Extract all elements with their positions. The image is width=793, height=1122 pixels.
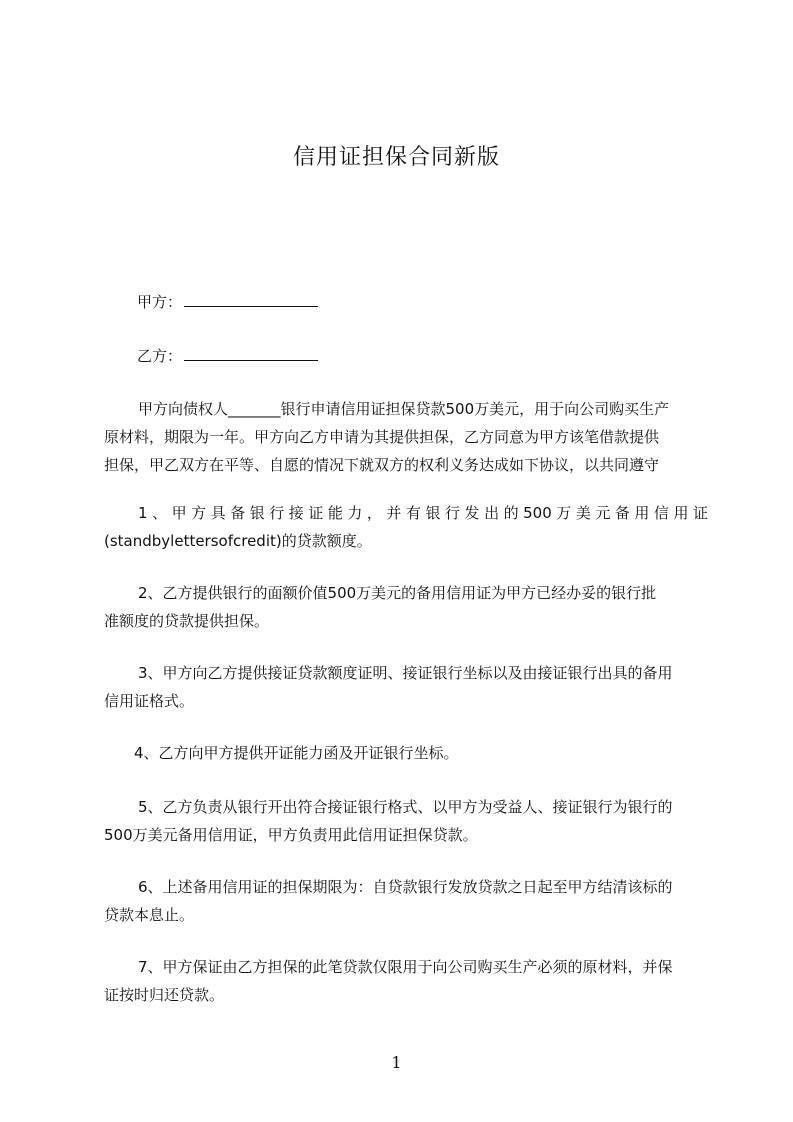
clause-line: 6、上述备用信用证的担保期限为：自贷款银行发放贷款之日起至甲方结清该标的 — [138, 878, 673, 896]
party-b-blank — [184, 346, 318, 361]
clause-4 — [104, 739, 708, 767]
intro-line: 原材料，期限为一年。甲方向乙方申请为其提供担保，乙方同意为甲方该笔借款提供 — [104, 428, 660, 446]
clause-line: (standbylettersofcredit)的贷款额度。 — [104, 532, 372, 550]
clause-line: 5、乙方负责从银行开出符合接证银行格式、以甲方为受益人、接证银行为银行的 — [138, 798, 673, 816]
clause-7 — [104, 953, 708, 1009]
clause-line: 信用证格式。 — [104, 692, 195, 710]
clause-line: 证按时归还贷款。 — [104, 986, 225, 1004]
party-a-line — [137, 291, 318, 312]
clause-line: 3、甲方向乙方提供接证贷款额度证明、接证银行坐标以及由接证银行出具的备用 — [138, 664, 673, 682]
clause-line: 2、乙方提供银行的面额价值500万美元的备用信用证为甲方已经办妥的银行批 — [138, 584, 657, 602]
clause-line: 1、甲方具备银行接证能力，并有银行发出的500万美元备用信用证 — [138, 504, 708, 522]
clause-5 — [104, 793, 708, 849]
party-b-line — [137, 345, 318, 366]
party-a-label: 甲方： — [137, 293, 183, 311]
document-title: 信用证担保合同新版 — [292, 145, 500, 170]
intro-line: 担保，甲乙双方在平等、自愿的情况下就双方的权利义务达成如下协议，以共同遵守 — [104, 456, 660, 474]
page-number: 1 — [391, 1053, 402, 1072]
clause-line: 7、甲方保证由乙方担保的此笔贷款仅限用于向公司购买生产必须的原材料，并保 — [138, 958, 673, 976]
intro-paragraph — [104, 395, 708, 479]
party-b-label: 乙方： — [137, 347, 183, 365]
clause-2 — [104, 579, 708, 635]
clause-line: 贷款本息止。 — [104, 906, 195, 924]
clause-6 — [104, 873, 708, 929]
clause-line: 准额度的贷款提供担保。 — [104, 612, 270, 630]
party-a-blank — [184, 292, 318, 307]
clause-line: 500万美元备用信用证，甲方负责用此信用证担保贷款。 — [104, 826, 478, 844]
clause-1 — [104, 499, 708, 555]
intro-line: 甲方向债权人_______银行申请信用证担保贷款500万美元，用于向公司购买生产 — [138, 400, 670, 418]
clause-line: 4、乙方向甲方提供开证能力函及开证银行坐标。 — [134, 744, 459, 762]
clause-3 — [104, 659, 708, 715]
